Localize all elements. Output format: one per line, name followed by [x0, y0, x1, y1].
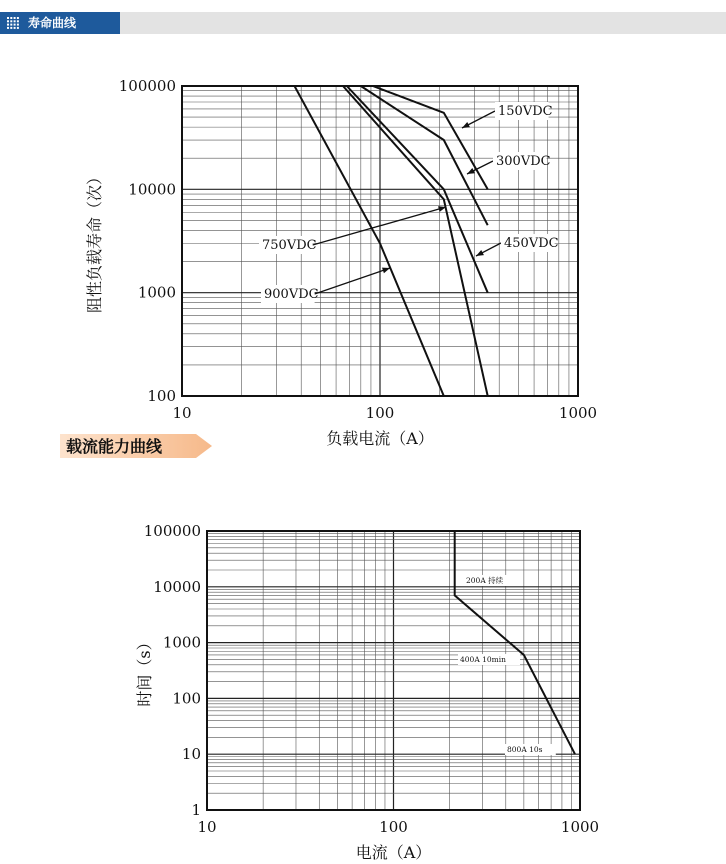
chart1-series-line-900VDC: [295, 86, 444, 396]
chart1-series-label: 450VDC: [504, 236, 559, 251]
chart2-y-tick-label: 1: [191, 801, 201, 819]
chart2-x-tick-label: 10: [197, 818, 217, 836]
chart2-annotation-label: 800A 10s: [507, 745, 543, 754]
chart1-leader-arrowhead: [476, 250, 484, 256]
chart2-y-tick-label: 100000: [143, 522, 201, 540]
chart1-x-tick-label: 1000: [558, 404, 598, 422]
chart1-x-tick-label: 100: [365, 404, 395, 422]
chart1-x-axis-label: 负载电流（A）: [326, 429, 434, 448]
chart2-grid: [207, 531, 580, 810]
chart2-y-tick-label: 1000: [162, 633, 201, 652]
chart2-x-tick-label: 1000: [560, 818, 600, 836]
chart1-series-label: 900VDC: [264, 287, 319, 302]
chart2-y-tick-label: 100: [172, 689, 201, 708]
chart2-y-tick-label: 10: [181, 745, 201, 764]
chart2-annotation-label: 200A 持续: [466, 576, 504, 585]
chart1-leader-line: [313, 207, 446, 245]
chart2-x-axis-label: 电流（A）: [355, 843, 432, 862]
chart1-series-label: 300VDC: [496, 154, 551, 169]
chart1-leader-line: [315, 268, 390, 294]
chart1-y-tick-label: 1000: [137, 283, 176, 302]
chart1-y-tick-label: 100000: [118, 77, 176, 95]
chart1-leader-arrowhead: [467, 168, 475, 174]
chart2-y-axis-label: 时间（s）: [135, 634, 154, 707]
chart2-x-tick-label: 100: [379, 818, 408, 836]
chart1-series-label: 150VDC: [498, 104, 553, 119]
chart1-leader-arrowhead: [438, 206, 446, 212]
chart1-y-tick-label: 100: [147, 387, 176, 405]
chart2-annotation-label: 400A 10min: [460, 655, 506, 664]
chart1-leader-arrowhead: [462, 122, 470, 128]
section-header-title: 寿命曲线: [28, 16, 77, 30]
chart2-y-tick-label: 10000: [153, 577, 201, 596]
chart1-y-axis-label: 阻性负载寿命（次）: [85, 168, 104, 314]
chart1-x-tick-label: 10: [172, 404, 192, 422]
chart1-series-label: 750VDC: [262, 238, 317, 253]
chart1-leaders: [313, 111, 501, 294]
chart1-y-tick-label: 10000: [128, 180, 176, 199]
chart1-leader-arrowhead: [382, 268, 390, 274]
section2-title: 载流能力曲线: [66, 437, 163, 456]
